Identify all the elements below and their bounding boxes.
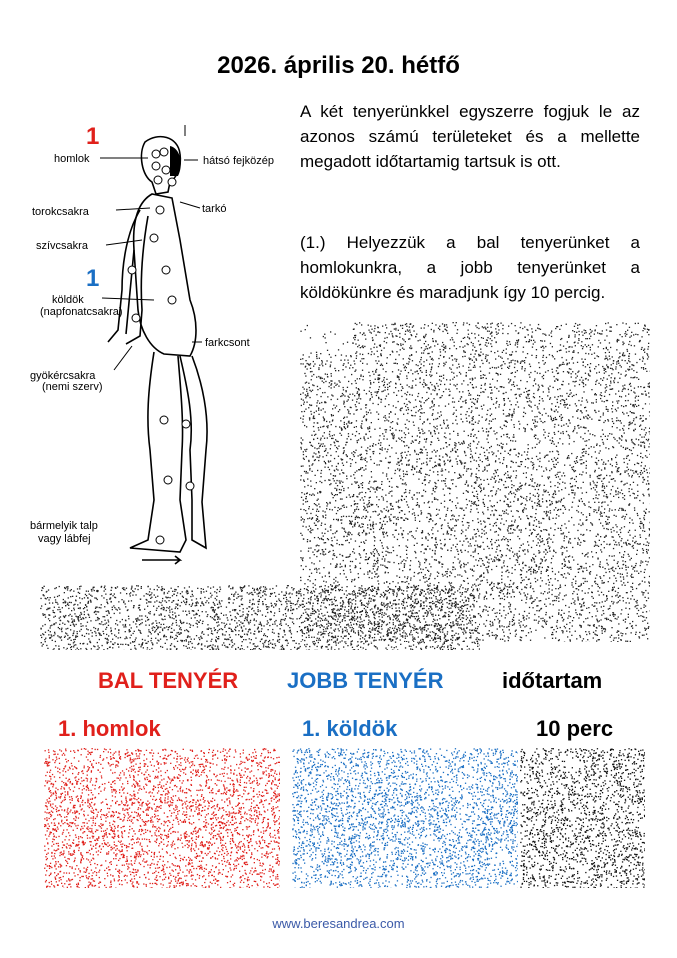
label-gyokercsakra-sub: (nemi szerv) [42,381,103,393]
cell-koldok: 1. köldök [302,716,398,741]
noise-blue [292,748,518,888]
noise-pattern [292,748,518,888]
label-szivcsakra: szívcsakra [36,240,88,252]
noise-black [520,748,645,888]
footer-url[interactable]: www.beresandrea.com [272,916,405,931]
noise-red [44,748,280,888]
label-koldok: köldök [52,294,84,306]
label-hatso-fejkozep: hátsó fejközép [203,155,274,167]
label-homlok: homlok [54,153,90,165]
label-talp: bármelyik talp [30,520,98,532]
noise-area-bottom [40,585,480,650]
page-title: 2026. április 20. hétfő [217,52,460,79]
label-farkcsont: farkcsont [205,337,250,349]
label-gyokercsakra: gyökércsakra [30,370,96,382]
step-paragraph: (1.) Helyezzük a bal tenyerünket a homlokunkra, a jobb tenyerünket a köldökünkre és maradjunk így 10 percig. [300,233,640,302]
body-outline [108,137,207,564]
noise-pattern [520,748,645,888]
number-one-red: 1 [86,123,100,150]
number-one-blue: 1 [86,265,100,292]
point-markers [128,148,194,544]
body-figure [30,120,300,580]
label-koldok-sub: (napfonatcsakra) [40,306,123,318]
cell-homlok: 1. homlok [58,716,161,741]
noise-pattern [44,748,280,888]
label-labfej: vagy lábfej [38,533,91,545]
header-bal-tenyer: BAL TENYÉR [98,668,239,693]
instruction-paragraph: A két tenyerünkkel egyszerre fogjuk le az azonos számú területeket és a mellette megadott időtartamig tartsuk is ott. [300,102,640,171]
noise-pattern [40,585,480,650]
label-torokcsakra: torokcsakra [32,206,89,218]
cell-10-perc: 10 perc [536,716,614,741]
label-tarko: tarkó [202,203,227,215]
header-jobb-tenyer: JOBB TENYÉR [287,668,444,693]
header-idotartam: időtartam [502,668,603,693]
